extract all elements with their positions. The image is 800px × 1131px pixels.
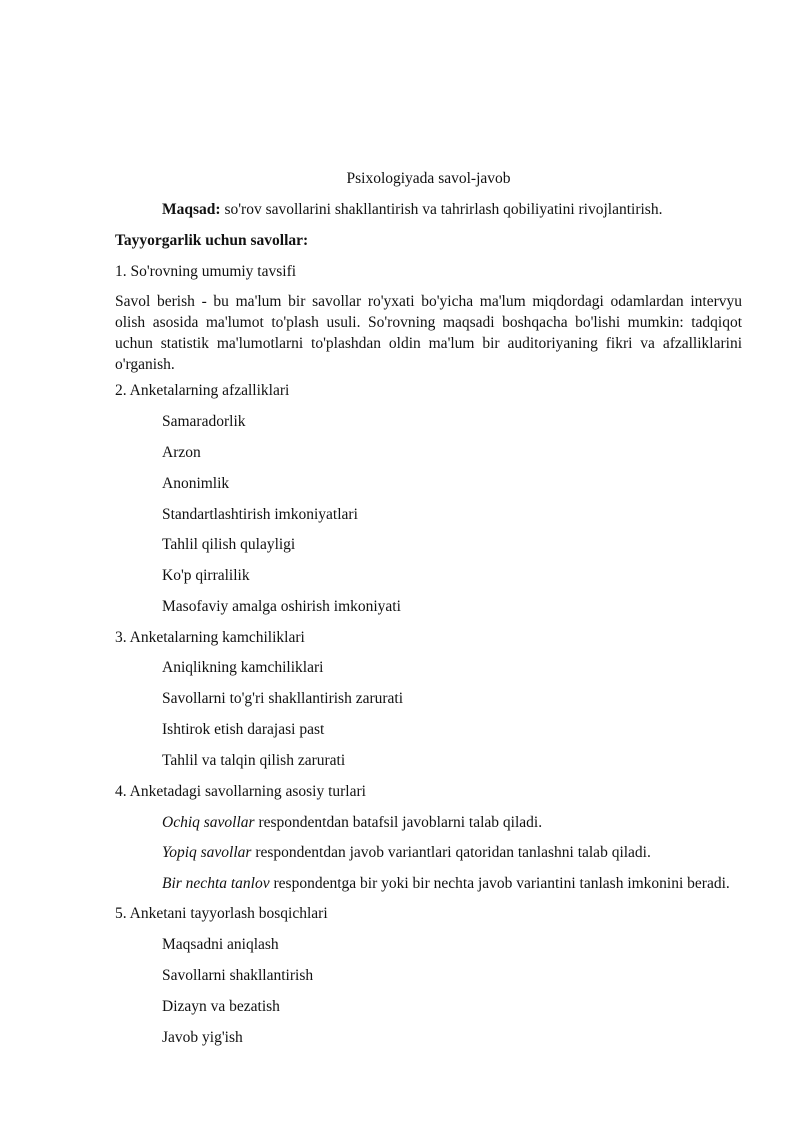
list-item: Javob yig'ish — [162, 1029, 243, 1046]
section-heading-3: 3. Anketalarning kamchiliklari — [115, 629, 305, 646]
question-type-desc: respondentdan batafsil javoblarni talab qiladi. — [254, 814, 543, 831]
section-heading-4: 4. Anketadagi savollarning asosiy turlari — [115, 783, 366, 800]
section-heading-1: 1. So'rovning umumiy tavsifi — [115, 263, 297, 280]
section-1-paragraph: Savol berish - bu ma'lum bir savollar ro'yxati bo'yicha ma'lum miqdordagi odamlardan intervyu olish asosida ma'lumot to'plash usuli. So'rovning maqsadi boshqacha bo'lishi mumkin: tadqiqot uchun statistik ma'lumotlarni to'plashdan oldin ma'lum bir auditoriyaning fikri va afzalliklarini o'rganish. — [115, 293, 742, 373]
section-heading-5: 5. Anketani tayyorlash bosqichlari — [115, 905, 328, 922]
list-item: Tahlil qilish qulayligi — [162, 536, 296, 553]
goal-label: Maqsad: — [162, 201, 221, 218]
list-item: Samaradorlik — [162, 413, 246, 430]
list-item: Savollarni to'g'ri shakllantirish zarurati — [162, 690, 404, 707]
goal-line — [162, 200, 662, 220]
question-type-line — [162, 843, 651, 863]
list-item: Ishtirok etish darajasi past — [162, 721, 325, 738]
prep-heading: Tayyorgarlik uchun savollar: — [115, 232, 309, 249]
list-item: Aniqlikning kamchiliklari — [162, 659, 324, 676]
goal-text: so'rov savollarini shakllantirish va tahrirlash qobiliyatini rivojlantirish. — [220, 201, 663, 218]
question-type-desc: respondentga bir yoki bir nechta javob variantini tanlash imkonini beradi. — [269, 875, 730, 892]
question-type-line — [162, 874, 730, 894]
list-item: Tahlil va talqin qilish zarurati — [162, 752, 346, 769]
question-type-line — [162, 813, 542, 833]
question-type-term: Ochiq savollar — [162, 814, 255, 831]
list-item: Anonimlik — [162, 475, 230, 492]
list-item: Savollarni shakllantirish — [162, 967, 314, 984]
list-item: Dizayn va bezatish — [162, 998, 280, 1015]
list-item: Masofaviy amalga oshirish imkoniyati — [162, 598, 401, 615]
question-type-term: Yopiq savollar — [162, 844, 252, 861]
question-type-desc: respondentdan javob variantlari qatoridan tanlashni talab qiladi. — [251, 844, 651, 861]
list-item: Arzon — [162, 444, 201, 461]
document-title: Psixologiyada savol-javob — [346, 170, 511, 187]
list-item: Maqsadni aniqlash — [162, 936, 279, 953]
list-item: Standartlashtirish imkoniyatlari — [162, 506, 358, 523]
section-heading-2: 2. Anketalarning afzalliklari — [115, 382, 290, 399]
question-type-term: Bir nechta tanlov — [162, 875, 270, 892]
list-item: Ko'p qirralilik — [162, 567, 250, 584]
